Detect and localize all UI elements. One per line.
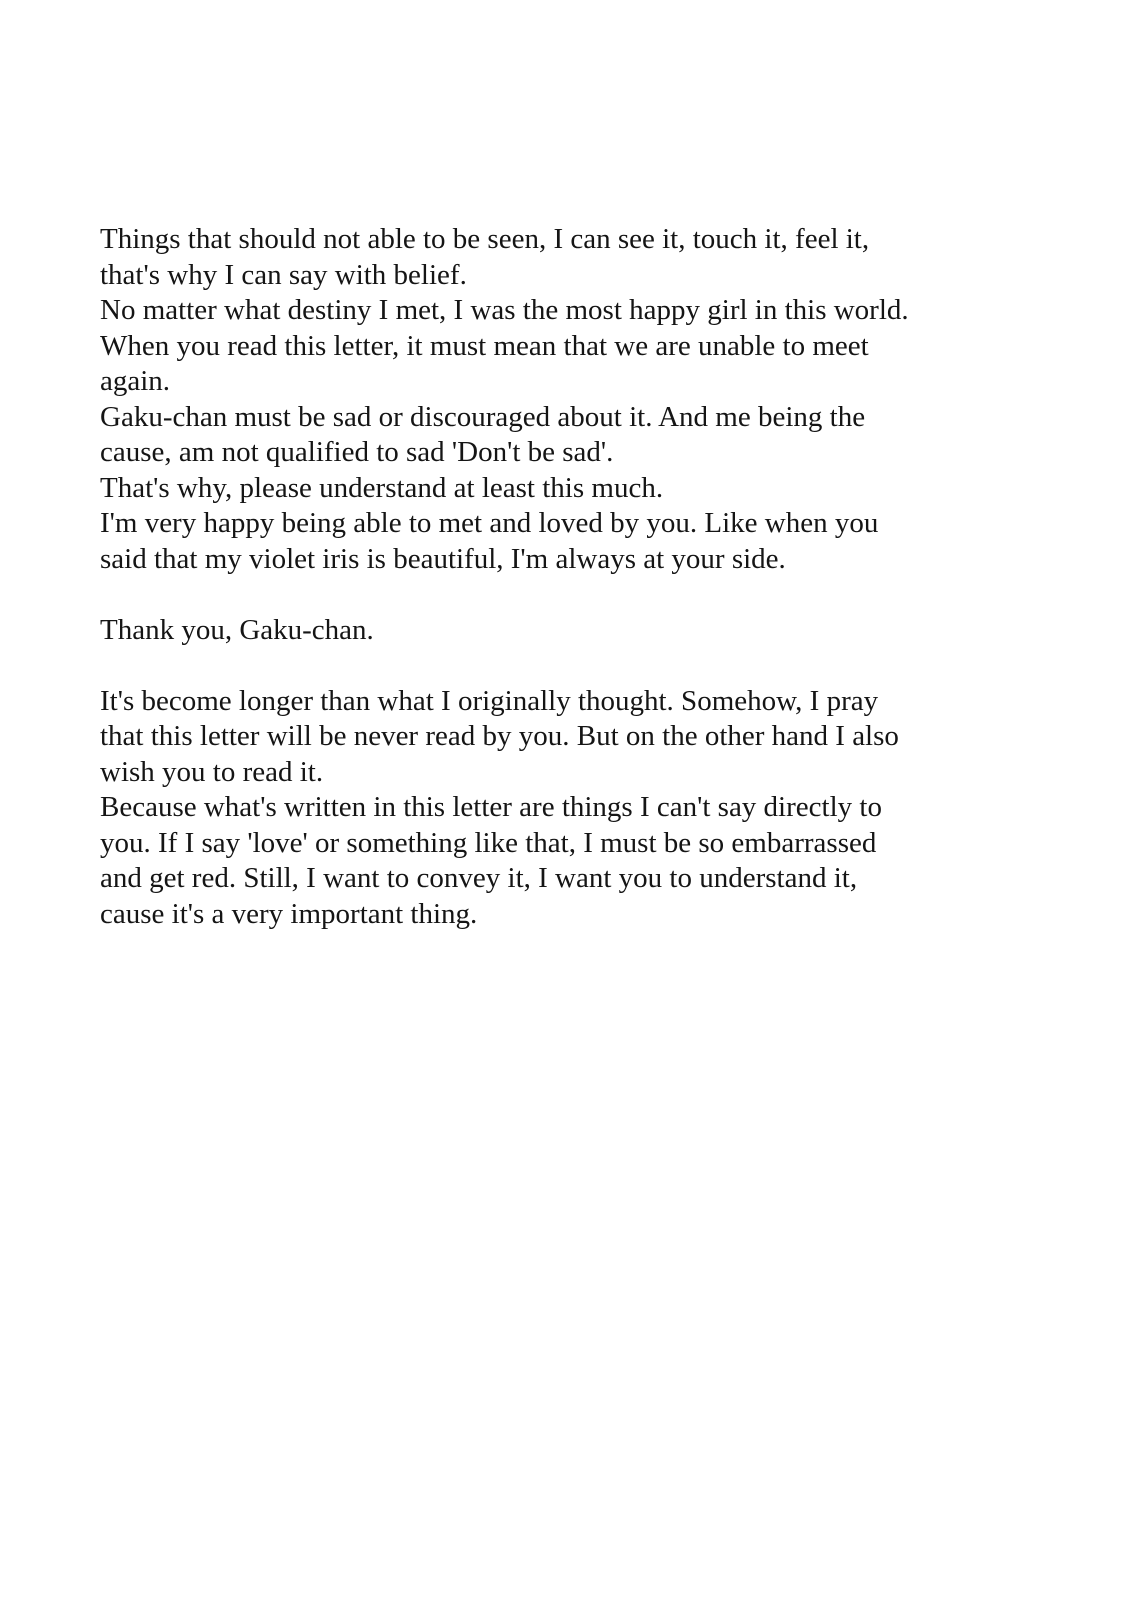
- letter-line: Thank you, Gaku-chan.: [100, 613, 374, 646]
- letter-line: that this letter will be never read by you. But on the other hand I also: [100, 720, 899, 752]
- letter-line: again.: [100, 365, 171, 397]
- letter-line: wish you to read it.: [100, 755, 324, 788]
- letter-line: said that my violet iris is beautiful, I'm always at your side.: [100, 542, 786, 575]
- letter-line: When you read this letter, it must mean that we are unable to meet: [100, 329, 869, 362]
- letter-line: Because what's written in this letter are things I can't say directly to: [100, 791, 882, 823]
- paragraph-gap: [100, 577, 1060, 613]
- letter-line: That's why, please understand at least this much.: [100, 471, 664, 504]
- letter-line: and get red. Still, I want to convey it, I want you to understand it,: [100, 862, 858, 894]
- letter-line: you. If I say 'love' or something like that, I must be so embarrassed: [100, 826, 877, 859]
- letter-line: Gaku-chan must be sad or discouraged about it. And me being the: [100, 400, 866, 433]
- letter-line: Things that should not able to be seen, I can see it, touch it, feel it,: [100, 223, 870, 255]
- letter-line: cause, am not qualified to sad 'Don't be sad'.: [100, 436, 614, 468]
- paragraph-gap: [100, 648, 1060, 684]
- letter-body: [100, 222, 1060, 932]
- letter-line: cause it's a very important thing.: [100, 897, 478, 930]
- letter-line: No matter what destiny I met, I was the most happy girl in this world.: [100, 294, 909, 326]
- letter-line: that's why I can say with belief.: [100, 258, 467, 291]
- letter-line: I'm very happy being able to met and loved by you. Like when you: [100, 507, 879, 539]
- letter-line: It's become longer than what I originally thought. Somehow, I pray: [100, 684, 879, 717]
